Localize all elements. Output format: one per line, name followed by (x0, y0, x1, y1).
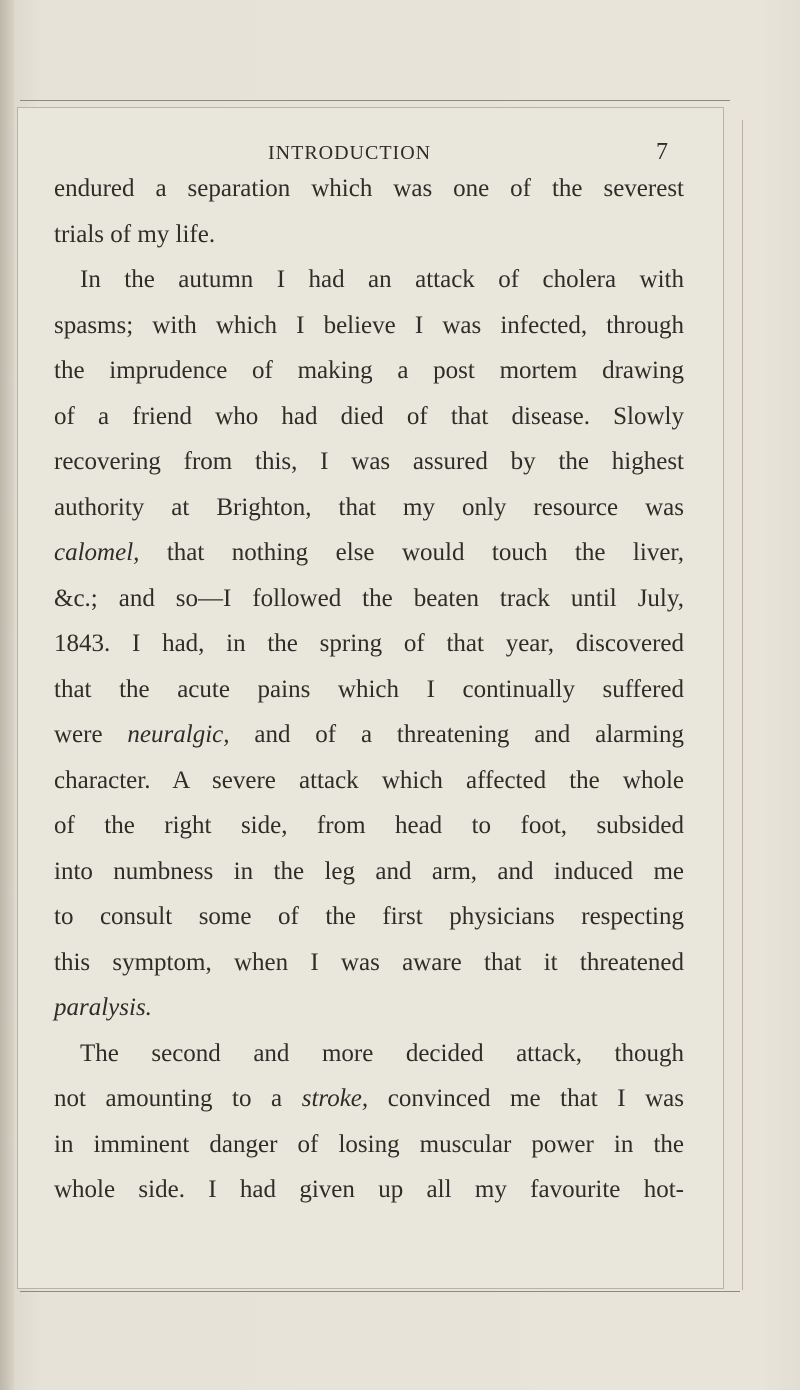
text-line (54, 985, 684, 1031)
text-line: trials of my life. (54, 220, 216, 248)
text-line: 1843. I had, in the spring of that year, discovered (54, 630, 684, 657)
text-line (54, 712, 684, 758)
text-line: The second and more decided attack, though (80, 1039, 684, 1067)
italic-word: stroke, (301, 1085, 369, 1112)
line-text: that nothing else would touch the liver, (139, 539, 684, 566)
italic-word: neuralgic, (127, 721, 230, 748)
running-head: INTRODUCTION (268, 142, 432, 164)
text-line: in imminent danger of losing muscular power in the (54, 1130, 684, 1158)
text-line: spasms; with which I believe I was infected, through (54, 311, 684, 339)
text-line: recovering from this, I was assured by the highest (54, 448, 684, 475)
text-line: authority at Brighton, that my only resource was (54, 493, 684, 521)
body-text (54, 166, 684, 1213)
text-line: of a friend who had died of that disease. Slowly (54, 402, 684, 430)
text-line (54, 530, 684, 576)
text-line: endured a separation which was one of the severest (54, 175, 684, 202)
page-number: 7 (656, 139, 668, 165)
text-line: to consult some of the first physicians respecting (54, 903, 684, 930)
line-text: were (54, 721, 128, 748)
text-line: the imprudence of making a post mortem drawing (54, 357, 684, 384)
text-line: In the autumn I had an attack of cholera with (80, 266, 684, 293)
line-text: and of a threatening and alarming (229, 721, 684, 748)
right-page-edge (742, 120, 743, 1290)
text-line: whole side. I had given up all my favourite hot- (54, 1176, 684, 1203)
text-line: of the right side, from head to foot, subsided (54, 812, 684, 839)
text-line: this symptom, when I was aware that it threatened (54, 948, 684, 976)
text-line (54, 1076, 684, 1122)
text-line: that the acute pains which I continually suffered (54, 675, 684, 703)
italic-word: calomel, (54, 539, 140, 566)
top-frame-line (20, 100, 730, 101)
bottom-frame-line (20, 1291, 740, 1292)
text-line: &c.; and so—I followed the beaten track until July, (54, 584, 684, 612)
binding-edge (0, 0, 14, 1390)
book-page (18, 108, 723, 1288)
line-text: not amounting to a (54, 1085, 302, 1112)
text-line: into numbness in the leg and arm, and induced me (54, 857, 684, 885)
text-line: character. A severe attack which affected the whole (54, 766, 684, 794)
line-text: convinced me that I was (368, 1085, 685, 1112)
italic-word: paralysis. (54, 994, 152, 1021)
